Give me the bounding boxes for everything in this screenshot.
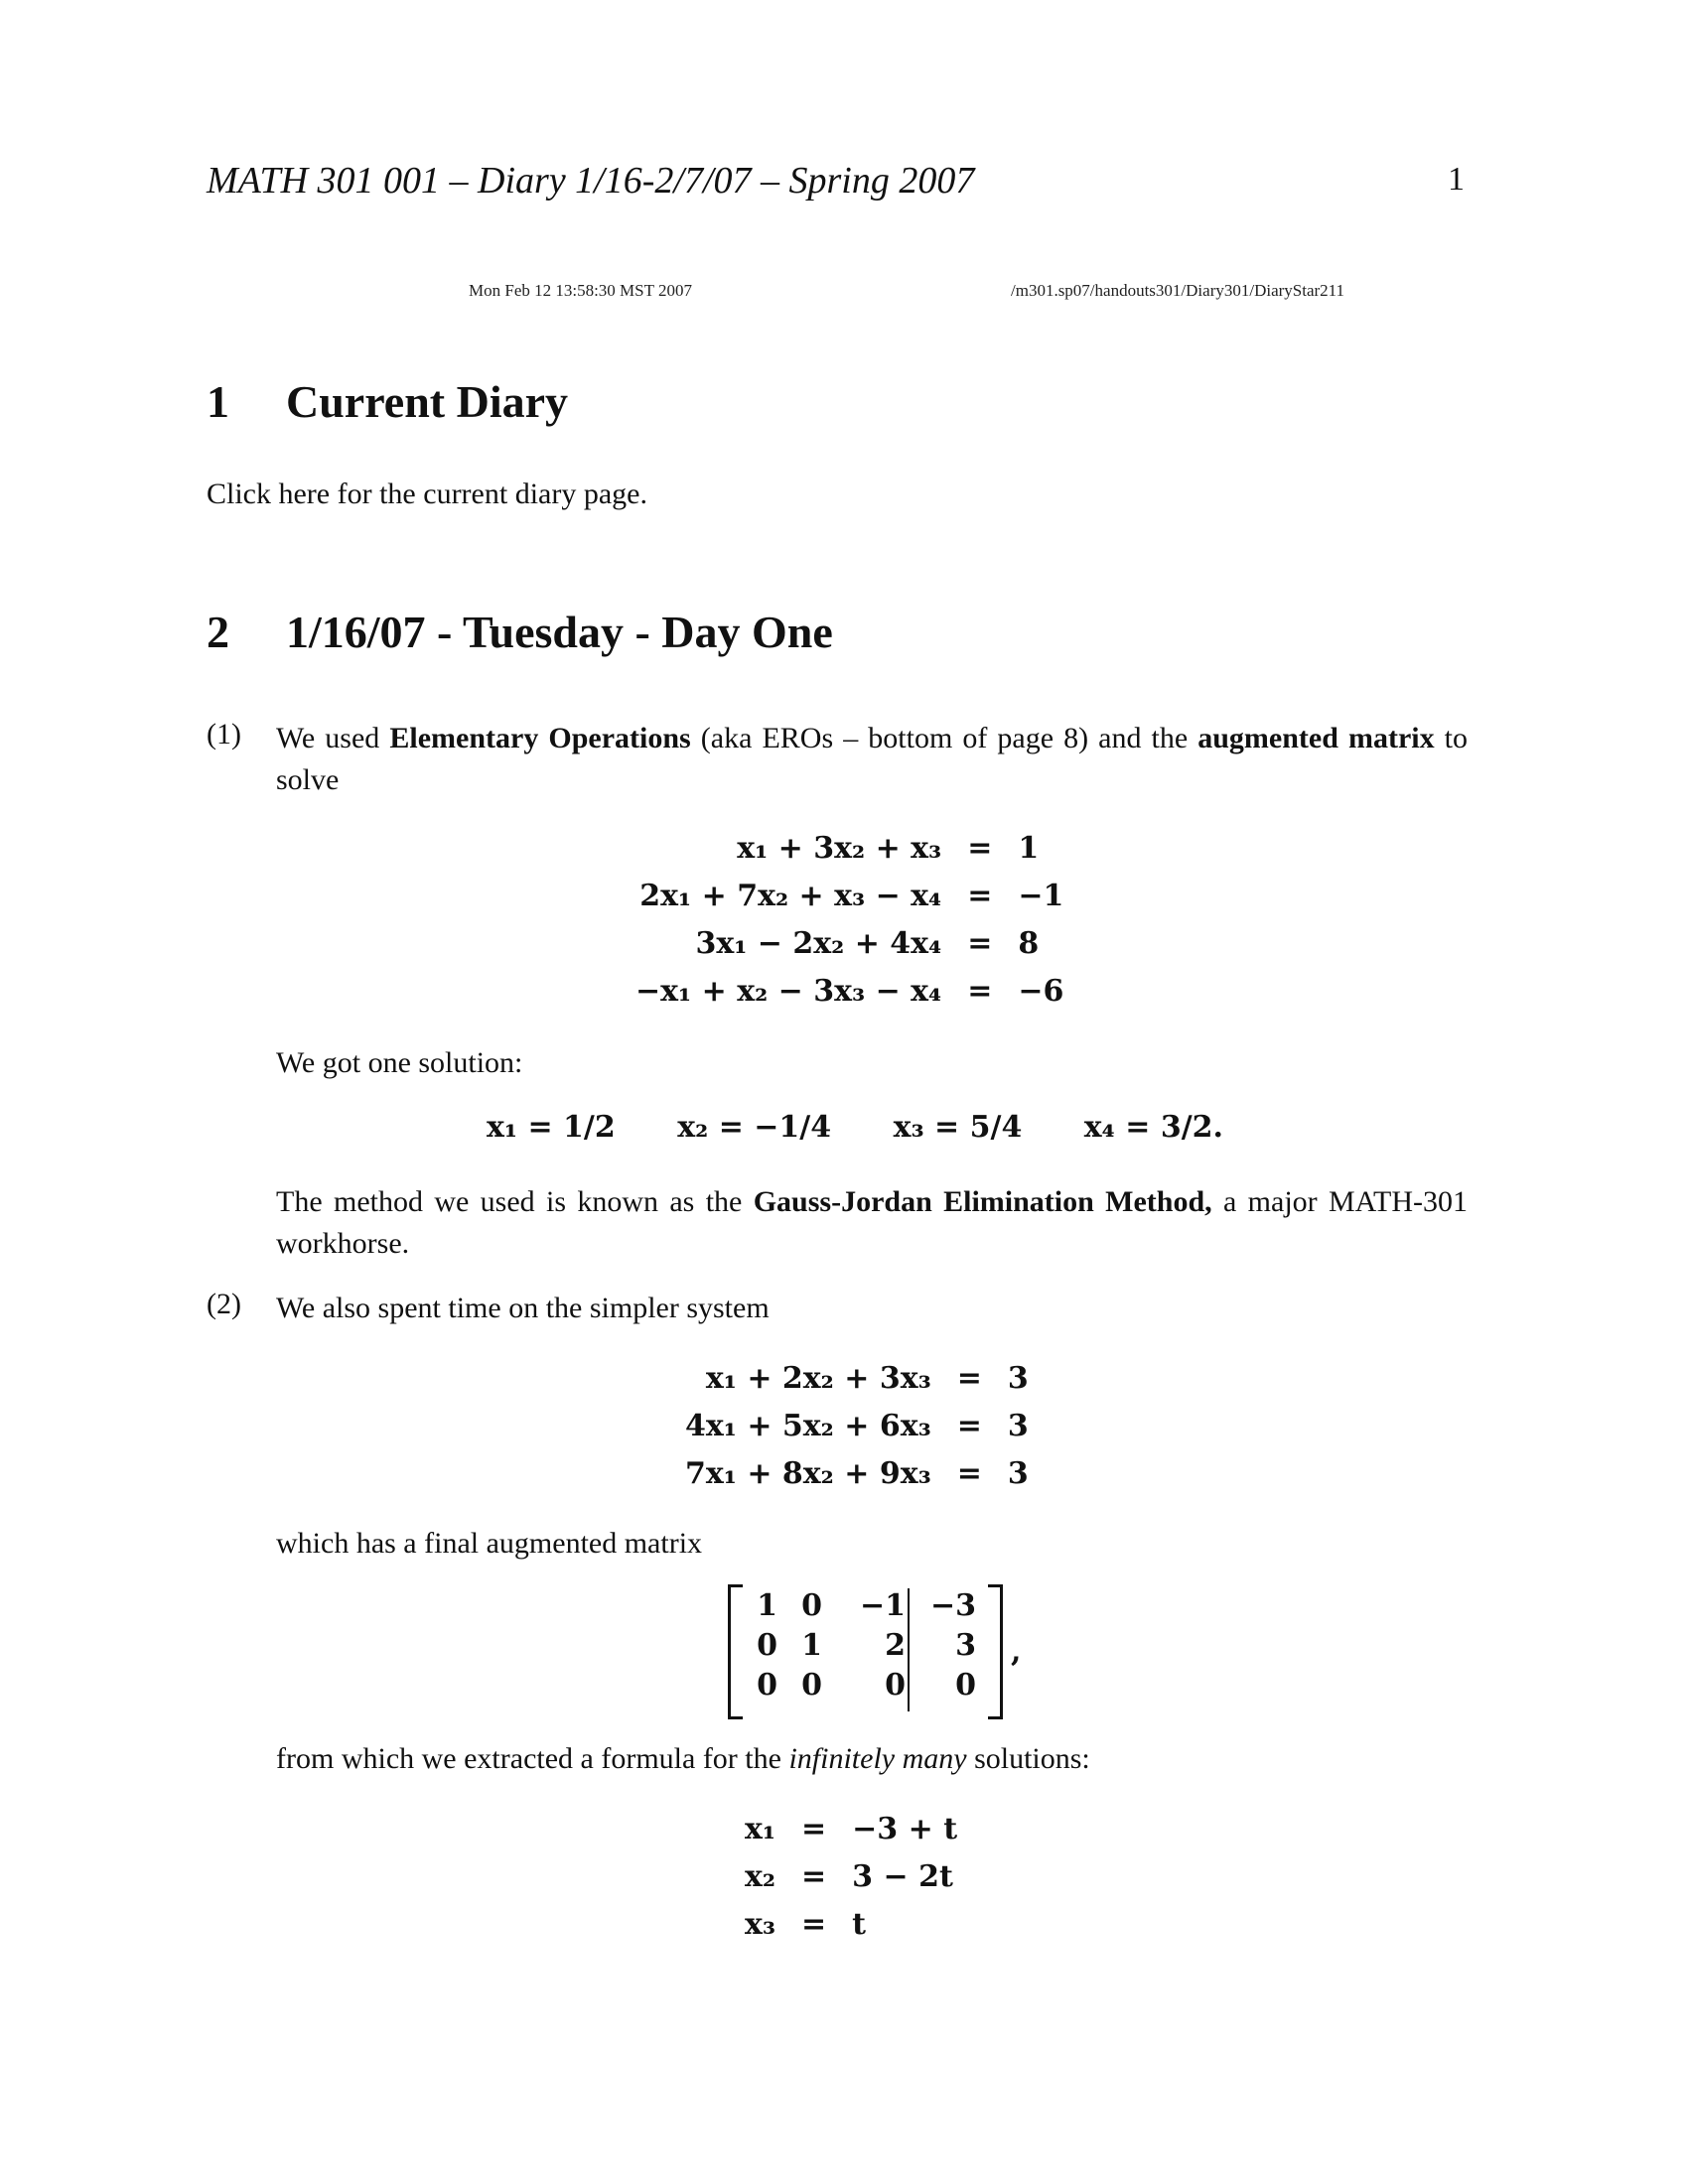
section-heading-current-diary [207, 375, 568, 428]
equation-row [635, 872, 1063, 919]
lhs: x₁ + 2x₂ + 3x₃ [705, 1360, 931, 1396]
text: to solve [276, 722, 1469, 796]
matrix-comma: , [1011, 1634, 1022, 1669]
rhs: t [852, 1906, 867, 1942]
equals: = [956, 1408, 982, 1443]
matrix-cell: 0 [757, 1668, 777, 1703]
lhs: x₁ [745, 1811, 776, 1846]
bold-term: Gauss-Jordan Elimination Method, [753, 1185, 1212, 1218]
rhs: 1 [1018, 830, 1040, 866]
equation-system-2 [685, 1354, 1029, 1497]
right-bracket [988, 1584, 1003, 1719]
matrix-cell: 0 [885, 1668, 906, 1703]
rhs: 3 [1007, 1408, 1029, 1443]
text: The method we used is known as the [276, 1185, 754, 1218]
matrix-cell: 0 [801, 1588, 822, 1623]
lhs: −x₁ + x₂ − 3x₃ − x₄ [635, 973, 942, 1009]
equation-row [635, 967, 1063, 1015]
unique-solution [487, 1110, 1223, 1145]
text: a major MATH-301 workhorse. [276, 1185, 1468, 1260]
equation-row [685, 1402, 1029, 1449]
equals: = [801, 1811, 827, 1846]
section-title: 1/16/07 - Tuesday - Day One [286, 607, 833, 657]
matrix-cell: 3 [955, 1628, 976, 1663]
equals: = [956, 1360, 982, 1396]
item2-paragraph: We also spent time on the simpler system [276, 1292, 770, 1324]
solution-value: x₃ = 5/4 [893, 1110, 1023, 1145]
current-diary-link[interactable]: Click here for the current diary page. [207, 478, 647, 510]
page-number: 1 [1448, 161, 1465, 198]
equals: = [801, 1858, 827, 1894]
section-title: Current Diary [286, 376, 569, 427]
method-paragraph [276, 1181, 1468, 1265]
solution-value: x₄ = 3/2. [1083, 1110, 1223, 1145]
matrix-cell: −3 [929, 1588, 976, 1623]
equals: = [967, 925, 993, 961]
item1-paragraph [276, 718, 1468, 801]
bold-term: augmented matrix [1197, 722, 1435, 754]
equation-system-1 [635, 824, 1063, 1015]
lhs: 2x₁ + 7x₂ + x₃ − x₄ [639, 878, 942, 913]
infinite-solutions-intro [276, 1738, 1090, 1780]
equals: = [967, 973, 993, 1009]
running-header-title: MATH 301 001 – Diary 1/16-2/7/07 – Spring 2007 [207, 160, 975, 202]
solution-intro: We got one solution: [276, 1046, 523, 1079]
augmented-matrix [728, 1584, 1026, 1713]
text: We used [276, 722, 390, 754]
matrix-cell: 0 [801, 1668, 822, 1703]
rhs: 3 [1007, 1455, 1029, 1491]
equals: = [967, 830, 993, 866]
text: from which we extracted a formula for the [276, 1742, 789, 1775]
bold-term: Elementary Operations [389, 722, 691, 754]
lhs: 7x₁ + 8x₂ + 9x₃ [685, 1455, 931, 1491]
equation-row [635, 919, 1063, 967]
lhs: x₃ [745, 1906, 776, 1942]
rhs: −1 [1018, 878, 1064, 913]
solution-value: x₂ = −1/4 [677, 1110, 832, 1145]
lhs: 3x₁ − 2x₂ + 4x₄ [695, 925, 942, 961]
matrix-cell: −1 [860, 1588, 907, 1623]
equals: = [801, 1906, 827, 1942]
equation-row [745, 1805, 957, 1852]
rhs: 3 [1007, 1360, 1029, 1396]
timestamp: Mon Feb 12 13:58:30 MST 2007 [469, 281, 692, 300]
text: solutions: [966, 1742, 1090, 1775]
rhs: −6 [1018, 973, 1064, 1009]
lhs: x₂ [745, 1858, 776, 1894]
text: (aka EROs – bottom of page 8) and the [690, 722, 1198, 754]
parametric-solution [745, 1805, 957, 1948]
item-label-1: (1) [207, 718, 241, 751]
equation-row [685, 1449, 1029, 1497]
equation-row [745, 1900, 957, 1948]
matrix-cell: 1 [757, 1588, 777, 1623]
matrix-cell: 2 [885, 1628, 906, 1663]
equation-row [685, 1354, 1029, 1402]
equation-row [635, 824, 1063, 872]
equation-row [745, 1852, 957, 1900]
file-path: /m301.sp07/handouts301/Diary301/DiaryStar211 [1011, 281, 1345, 300]
item-label-2: (2) [207, 1288, 241, 1320]
italic-term: infinitely many [788, 1742, 967, 1775]
equals: = [956, 1455, 982, 1491]
lhs: 4x₁ + 5x₂ + 6x₃ [685, 1408, 931, 1443]
rhs: 8 [1018, 925, 1040, 961]
matrix-cell: 0 [757, 1628, 777, 1663]
solution-value: x₁ = 1/2 [487, 1110, 616, 1145]
equals: = [967, 878, 993, 913]
matrix-cell: 0 [955, 1668, 976, 1703]
section-heading-day-one [207, 606, 833, 658]
matrix-intro: which has a final augmented matrix [276, 1527, 703, 1560]
augment-divider [908, 1588, 910, 1711]
lhs: x₁ + 3x₂ + x₃ [737, 830, 942, 866]
rhs: −3 + t [852, 1811, 958, 1846]
section-number: 1 [207, 376, 229, 427]
section-number: 2 [207, 607, 229, 657]
matrix-cell: 1 [801, 1628, 822, 1663]
rhs: 3 − 2t [852, 1858, 953, 1894]
